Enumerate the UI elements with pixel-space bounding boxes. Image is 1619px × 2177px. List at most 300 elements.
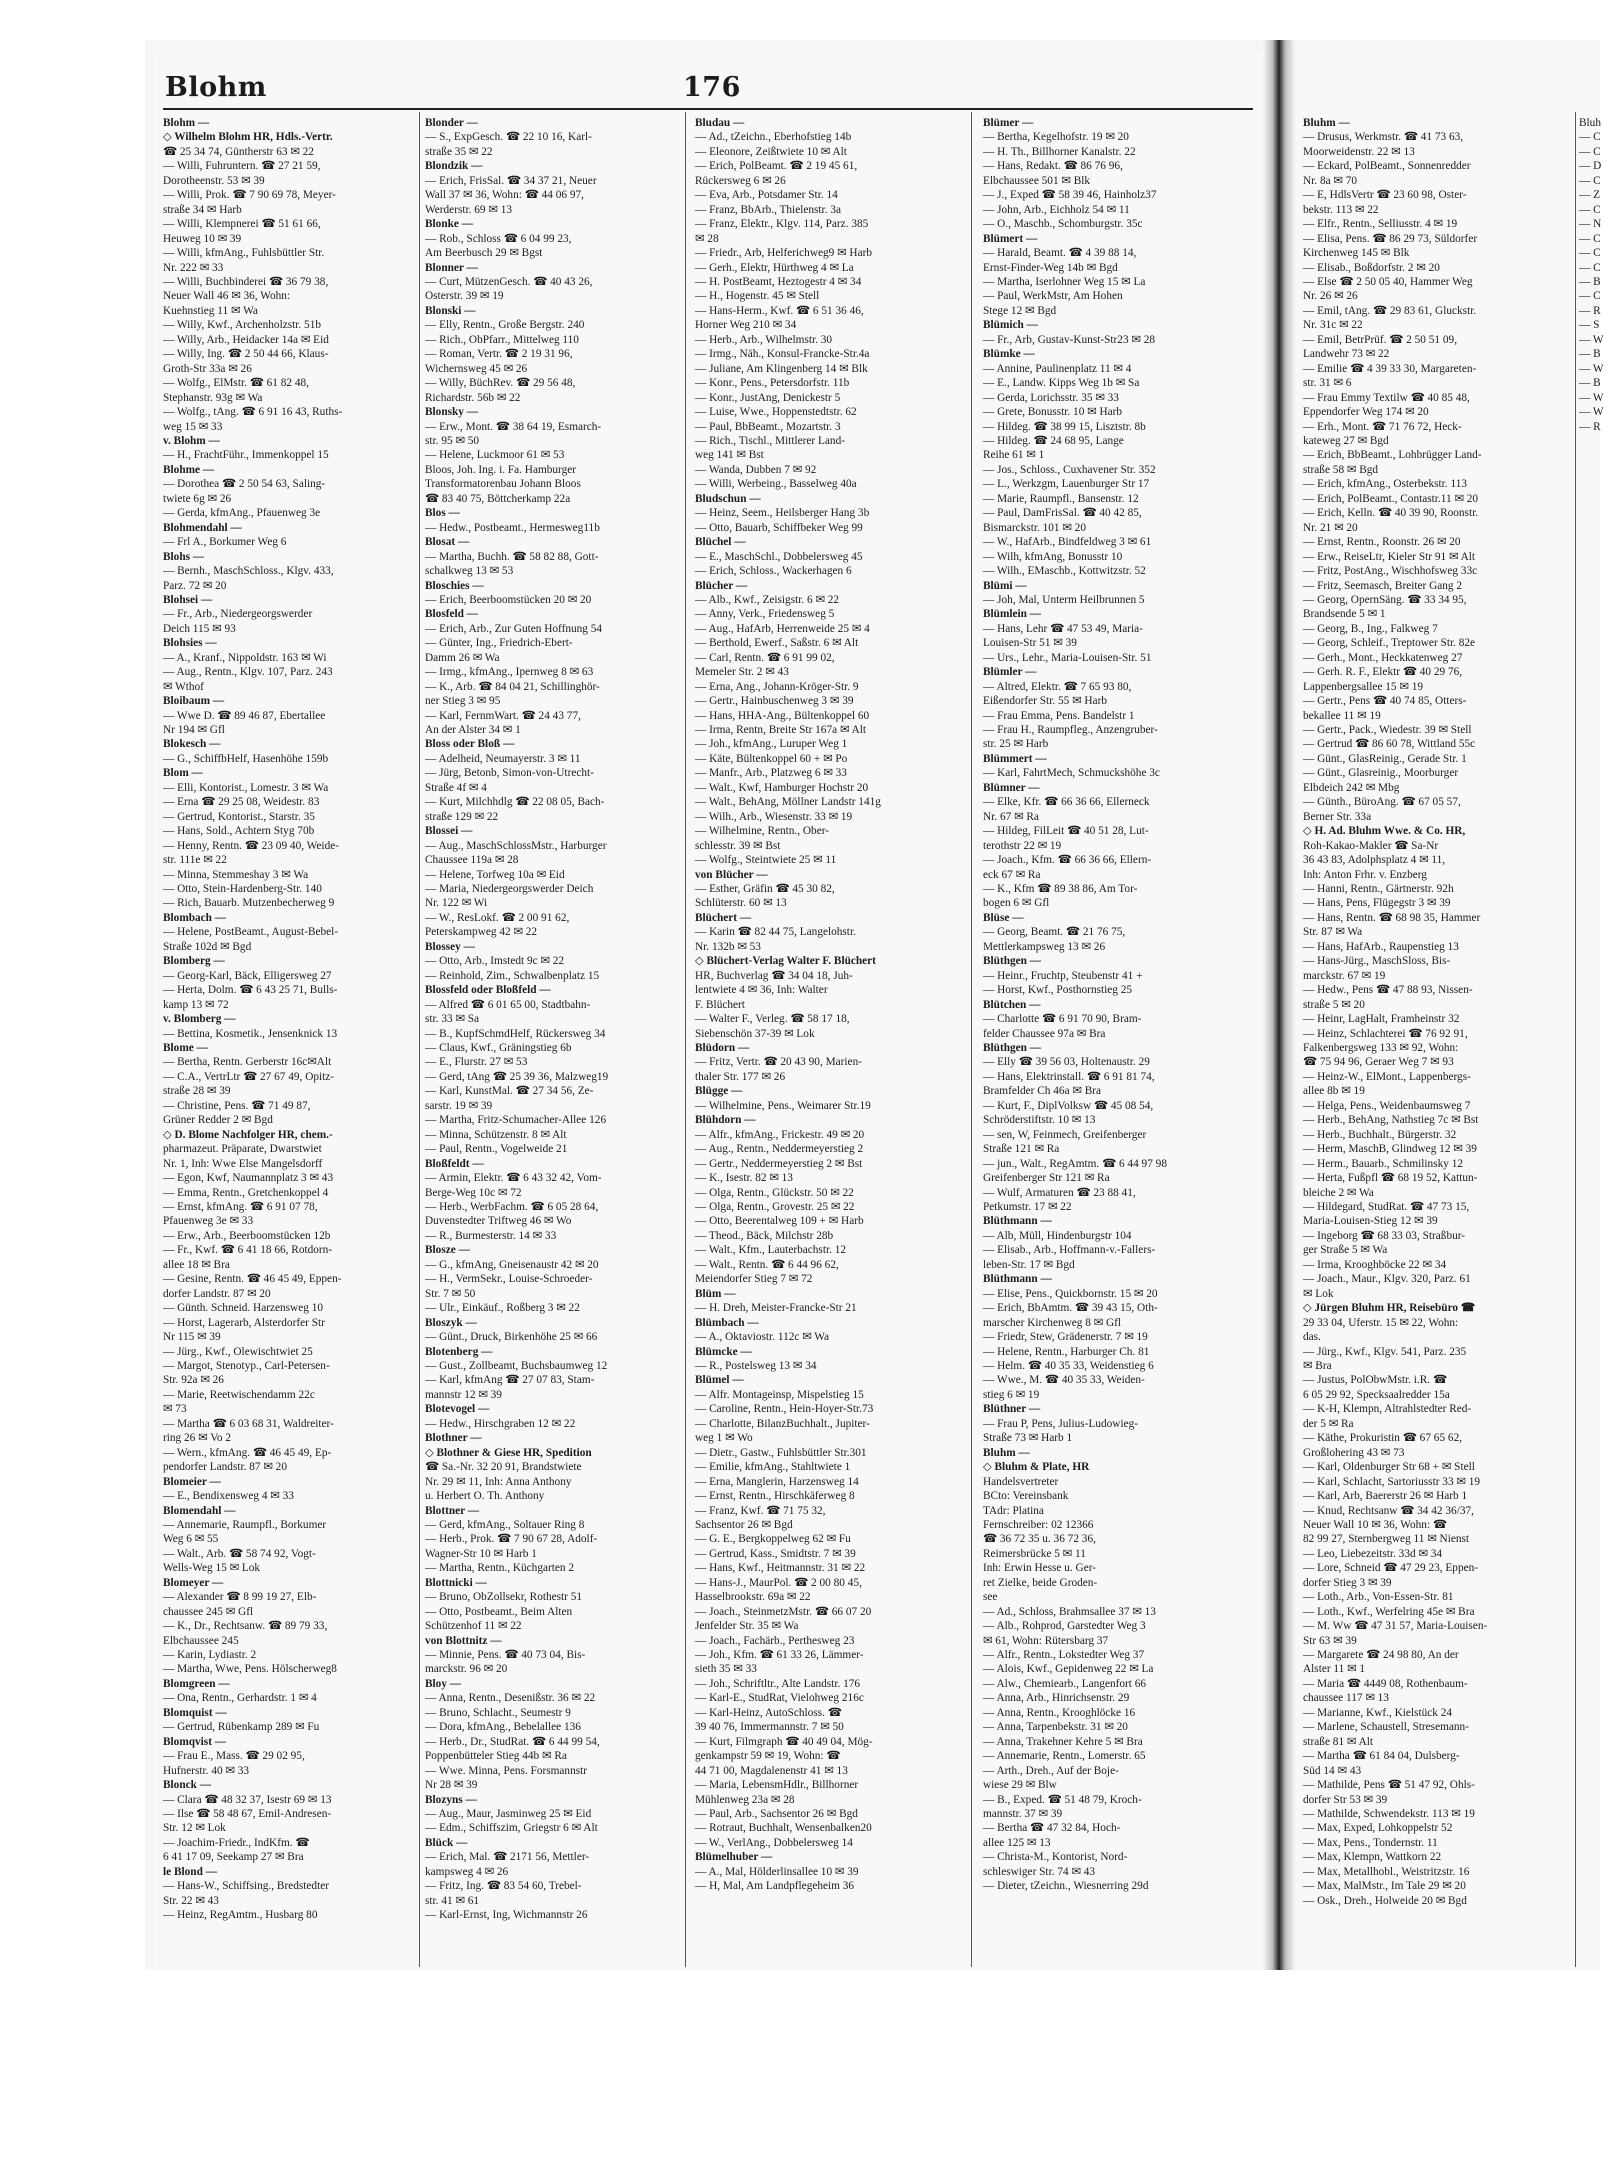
directory-entry-line: — Loth., Kwf., Werfelring 45e ✉ Bra xyxy=(1303,1605,1475,1618)
directory-entry-line: — H. Dreh, Meister-Francke-Str 21 xyxy=(695,1302,857,1315)
directory-entry-line: — Irmg., Näh., Konsul-Francke-Str.4a xyxy=(695,348,870,361)
directory-entry-line: Großlohering 43 ✉ 73 xyxy=(1303,1446,1405,1459)
directory-entry-line: — Irma, Krooghböcke 22 ✉ 34 xyxy=(1303,1258,1447,1271)
surname-heading: Blüthmann — xyxy=(983,1273,1052,1286)
directory-entry-line: — Minna, Schützenstr. 8 ✉ Alt xyxy=(425,1128,567,1141)
directory-entry-line: — Heinz, Schlachterei ☎ 76 92 91, xyxy=(1303,1027,1468,1040)
directory-entry-line: — H. PostBeamt, Heztogestr 4 ✉ 34 xyxy=(695,275,862,288)
directory-entry-line: Louisen-Str 51 ✉ 39 xyxy=(983,637,1077,650)
surname-heading: von Blücher — xyxy=(695,868,768,881)
directory-entry-line: — Erich, Kelln. ☎ 40 39 90, Roonstr. xyxy=(1303,507,1479,520)
directory-entry-line: — C xyxy=(1579,174,1601,187)
directory-entry-line: mannstr 12 ✉ 39 xyxy=(425,1388,502,1401)
directory-entry-line: str. 41 ✉ 61 xyxy=(425,1894,480,1907)
surname-heading: v. Blomberg — xyxy=(163,1013,236,1026)
directory-entry-line: straße 81 ✉ Alt xyxy=(1303,1735,1374,1748)
directory-entry-line: — Fr., Arb., Niedergeorgswerder xyxy=(163,608,313,621)
directory-entry-line: — Horst, Kwf., Posthornstieg 25 xyxy=(983,984,1133,997)
directory-entry-line: — Willy, Arb., Heidacker 14a ✉ Eid xyxy=(163,333,329,346)
directory-entry-line: Maria-Louisen-Stieg 12 ✉ 39 xyxy=(1303,1215,1438,1228)
directory-entry-line: ◇ Blüchert-Verlag Walter F. Blüchert xyxy=(695,955,876,968)
surname-heading: Blombach — xyxy=(163,911,227,924)
directory-entry-line: — Anna, Rentn., Krooghlöcke 16 xyxy=(983,1706,1136,1719)
directory-entry-line: ◇ Wilhelm Blohm HR, Hdls.-Vertr. xyxy=(163,131,333,144)
directory-entry-line: Meiendorfer Stieg 7 ✉ 72 xyxy=(695,1273,813,1286)
directory-entry-line: — Ernst, kfmAng. ☎ 6 91 07 78, xyxy=(163,1200,318,1213)
directory-entry-line: — Herm, MaschB, Glindweg 12 ✉ 39 xyxy=(1303,1143,1477,1156)
surname-heading: Blümert — xyxy=(983,232,1038,245)
surname-heading: Blüthgen — xyxy=(983,955,1042,968)
directory-entry-line: — Hans-Jürg., MaschSloss, Bis- xyxy=(1303,955,1451,968)
directory-entry-line: kateweg 27 ✉ Bgd xyxy=(1303,434,1389,447)
directory-entry-line: Pfauenweg 3e ✉ 33 xyxy=(163,1215,254,1228)
directory-entry-line: Fernschreiber: 02 12366 xyxy=(983,1518,1094,1531)
directory-entry-line: — Minnie, Pens. ☎ 40 73 04, Bis- xyxy=(425,1649,586,1662)
directory-entry-line: — Hildeg, FilLeit ☎ 40 51 28, Lut- xyxy=(983,825,1149,838)
directory-entry-line: — Wilhelmine, Rentn., Ober- xyxy=(695,825,830,838)
surname-heading: Bloschies — xyxy=(425,579,484,592)
directory-entry-line: — Margot, Stenotyp., Carl-Petersen- xyxy=(163,1359,330,1372)
page-number: 176 xyxy=(683,72,741,103)
directory-entry-line: Damm 26 ✉ Wa xyxy=(425,651,500,664)
directory-entry-line: 6 41 17 09, Seekamp 27 ✉ Bra xyxy=(163,1851,304,1864)
directory-entry-line: — E, HdlsVertr ☎ 23 60 98, Oster- xyxy=(1303,189,1467,202)
directory-entry-line: Berge-Weg 10c ✉ 72 xyxy=(425,1186,522,1199)
directory-entry-line: — Günt., Glasreinig., Moorburger xyxy=(1303,767,1459,780)
directory-entry-line: — Käte, Bültenkoppel 60 + ✉ Po xyxy=(695,752,848,765)
directory-entry-line: — Elke, Kfr. ☎ 66 36 66, Ellerneck xyxy=(983,796,1150,809)
directory-entry-line: — Hildegard, StudRat. ☎ 47 73 15, xyxy=(1303,1200,1470,1213)
directory-entry-line: — Ad., tZeichn., Eberhofstieg 14b xyxy=(695,131,852,144)
directory-entry-line: — Karl-Heinz, AutoSchloss. ☎ xyxy=(695,1706,842,1719)
directory-entry-line: Str 63 ✉ 39 xyxy=(1303,1634,1357,1647)
directory-entry-line: Str. 7 ✉ 50 xyxy=(425,1287,476,1300)
directory-entry-line: Am Beerbusch 29 ✉ Bgst xyxy=(425,247,543,260)
directory-entry-line: — Hildeg. ☎ 24 68 95, Lange xyxy=(983,434,1124,447)
surname-heading: Blonck — xyxy=(163,1779,212,1792)
directory-entry-line: ✉ 73 xyxy=(163,1403,187,1416)
directory-entry-line: — Gerd, tAng ☎ 25 39 36, Malzweg19 xyxy=(425,1070,609,1083)
directory-entry-line: genkampstr 59 ✉ 19, Wohn: ☎ xyxy=(695,1750,841,1763)
surname-heading: Blohmendahl — xyxy=(163,521,242,534)
directory-entry-line: — Joachim-Friedr., IndKfm. ☎ xyxy=(163,1836,310,1849)
directory-entry-line: — Emil, BetrPrüf. ☎ 2 50 51 09, xyxy=(1303,333,1458,346)
directory-entry-line: — Aug., MaschSchlossMstr., Harburger xyxy=(425,839,607,852)
directory-entry-line: — Hans, Pens, Flügegstr 3 ✉ 39 xyxy=(1303,897,1451,910)
directory-entry-line: — Emil, tAng. ☎ 29 83 61, Gluckstr. xyxy=(1303,304,1477,317)
directory-entry-line: — Gerh., Mont., Heckkatenweg 27 xyxy=(1303,651,1463,664)
directory-entry-line: Richardstr. 56b ✉ 22 xyxy=(425,391,521,404)
directory-entry-line: — Bertha ☎ 47 32 84, Hoch- xyxy=(983,1822,1121,1835)
directory-entry-line: — Erna, Ang., Johann-Kröger-Str. 9 xyxy=(695,680,859,693)
directory-entry-line: Falkenbergsweg 133 ✉ 92, Wohn: xyxy=(1303,1042,1459,1054)
facing-page-partial xyxy=(1295,50,1604,1970)
directory-entry-line: — Otto, Arb., Imstedt 9c ✉ 22 xyxy=(425,955,565,968)
directory-entry-line: — H., Hogenstr. 45 ✉ Stell xyxy=(695,290,820,303)
directory-entry-line: Kirchenweg 145 ✉ Blk xyxy=(1303,247,1410,260)
directory-entry-line: — N xyxy=(1579,218,1602,231)
surname-heading: Blümer — xyxy=(983,117,1034,129)
directory-entry-line: — Erich, Arb., Zur Guten Hoffnung 54 xyxy=(425,622,603,635)
directory-entry-line: Str. 87 ✉ Wa xyxy=(1303,926,1363,939)
directory-entry-line: ☎ Sa.-Nr. 32 20 91, Brandstwiete xyxy=(425,1461,582,1474)
directory-entry-line: ger Straße 5 ✉ Wa xyxy=(1303,1244,1388,1257)
directory-entry-line: Wall 37 ✉ 36, Wohn: ☎ 44 06 97, xyxy=(425,189,584,202)
directory-entry-line: — Caroline, Rentn., Hein-Hoyer-Str.73 xyxy=(695,1403,874,1416)
directory-entry-line: — Curt, MützenGesch. ☎ 40 43 26, xyxy=(425,275,593,288)
directory-entry-line: — Marianne, Kwf., Kielstück 24 xyxy=(1303,1706,1453,1719)
directory-entry-line: chaussee 117 ✉ 13 xyxy=(1303,1692,1389,1705)
directory-entry-line: Str. 92a ✉ 26 xyxy=(163,1374,224,1387)
surname-heading: Blottner — xyxy=(425,1504,480,1517)
directory-entry-line: — Ona, Rentn., Gerhardstr. 1 ✉ 4 xyxy=(163,1692,317,1705)
directory-entry-line: 36 43 83, Adolphsplatz 4 ✉ 11, xyxy=(1303,854,1446,867)
directory-entry-line: — Hedw., Hirschgraben 12 ✉ 22 xyxy=(425,1417,576,1430)
directory-entry-line: — Frl A., Borkumer Weg 6 xyxy=(163,536,287,549)
directory-entry-line: — Lore, Schneid ☎ 47 29 23, Eppen- xyxy=(1303,1562,1479,1575)
directory-entry-line: — W xyxy=(1579,333,1604,346)
directory-entry-line: — Willi, kfmAng., Fuhlsbüttler Str. xyxy=(163,247,325,260)
directory-entry-line: straße 58 ✉ Bgd xyxy=(1303,463,1379,476)
directory-entry-line: — Alfred ☎ 6 01 65 00, Stadtbahn- xyxy=(425,998,591,1011)
surname-heading: Blümich — xyxy=(983,319,1038,332)
surname-heading: Blomeyer — xyxy=(163,1576,224,1589)
directory-entry-line: — Otto, Stein-Hardenberg-Str. 140 xyxy=(163,883,322,896)
directory-entry-line: — Max, Metallhobl., Weistritzstr. 16 xyxy=(1303,1865,1470,1878)
directory-entry-line: — L., Werkzgm, Lauenburger Str 17 xyxy=(983,478,1150,491)
directory-entry-line: Siebenschön 37-39 ✉ Lok xyxy=(695,1027,815,1040)
directory-entry-line: — Karl-E., StudRat, Vielohweg 216c xyxy=(695,1692,864,1705)
directory-entry-line: weg 1 ✉ Wo xyxy=(695,1432,753,1445)
directory-entry-line: eck 67 ✉ Ra xyxy=(983,868,1041,881)
directory-entry-line: — Friedr, Stew, Grädenerstr. 7 ✉ 19 xyxy=(983,1331,1148,1344)
directory-entry-line: — C xyxy=(1579,145,1601,158)
directory-entry-line: — C xyxy=(1579,203,1601,216)
directory-entry-line: Str. 22 ✉ 43 xyxy=(163,1894,219,1907)
directory-entry-line: — Hedw., Pens ☎ 47 88 93, Nissen- xyxy=(1303,984,1473,997)
directory-entry-line: — Emilie, kfmAng., Stahltwiete 1 xyxy=(695,1461,851,1474)
directory-entry-line: — Juliane, Am Klingenberg 14 ✉ Blk xyxy=(695,362,868,375)
directory-entry-line: — Günter, Ing., Friedrich-Ebert- xyxy=(425,637,573,650)
directory-entry-line: — Clara ☎ 48 32 37, Isestr 69 ✉ 13 xyxy=(163,1793,332,1806)
directory-entry-line: — Arth., Dreh., Auf der Boje- xyxy=(983,1764,1119,1777)
directory-entry-line: — B., KupfSchmdHelf, Rückersweg 34 xyxy=(425,1027,606,1040)
directory-entry-line: Nr. 21 ✉ 20 xyxy=(1303,521,1358,534)
directory-entry-line: — Joh., kfmAng., Luruper Weg 1 xyxy=(695,738,848,751)
directory-entry-line: — Wulf, Armaturen ☎ 23 88 41, xyxy=(983,1186,1136,1199)
surname-heading: Blondzik — xyxy=(425,160,483,173)
directory-entry-line: — Joh, Mal, Unterm Heilbrunnen 5 xyxy=(983,593,1145,606)
surname-heading: Blüthgen — xyxy=(983,1042,1042,1054)
directory-entry-line: Schützenhof 11 ✉ 22 xyxy=(425,1620,522,1633)
directory-entry-line: — Eckard, PolBeamt., Sonnenredder xyxy=(1303,160,1471,173)
directory-entry-line: — Frau P, Pens, Julius-Ludowieg- xyxy=(983,1417,1139,1430)
surname-heading: von Blottnitz — xyxy=(425,1634,502,1647)
directory-entry-line: — Bernh., MaschSchloss., Klgv. 433, xyxy=(163,565,334,578)
directory-entry-line: — Manfr., Arb., Platzweg 6 ✉ 33 xyxy=(695,767,847,780)
directory-entry-line: weg 15 ✉ 33 xyxy=(163,420,223,433)
directory-entry-line: — Alfr., Rentn., Lokstedter Weg 37 xyxy=(983,1649,1145,1662)
directory-entry-line: sarstr. 19 ✉ 39 xyxy=(425,1099,493,1112)
directory-entry-line: — Kurt, F., DiplVolksw ☎ 45 08 54, xyxy=(983,1099,1154,1112)
directory-entry-line: — Friedr., Arb, Helferichweg9 ✉ Harb xyxy=(695,247,872,260)
directory-entry-line: — Willi, Fuhruntern. ☎ 27 21 59, xyxy=(163,160,321,173)
directory-entry-line: Grüner Redder 2 ✉ Bgd xyxy=(163,1114,273,1127)
surname-heading: Blücher — xyxy=(695,579,748,592)
directory-entry-line: — Wilhelmine, Pens., Weimarer Str.19 xyxy=(695,1099,871,1112)
directory-entry-line: pharmazeut. Präparate, Dwarstwiet xyxy=(163,1143,322,1156)
directory-entry-line: — Drusus, Werkmstr. ☎ 41 73 63, xyxy=(1303,131,1464,144)
directory-entry-line: — Karl, Schlacht, Sartoriusstr 33 ✉ 19 xyxy=(1303,1475,1481,1488)
surname-heading: Blozyns — xyxy=(425,1793,477,1806)
directory-entry-line: Brandsende 5 ✉ 1 xyxy=(1303,608,1386,621)
directory-entry-line: — Gertrud, Kontorist., Starstr. 35 xyxy=(163,810,315,823)
surname-heading: Blohsies — xyxy=(163,637,217,650)
directory-entry-line: Eißendorfer Str. 55 ✉ Harb xyxy=(983,695,1107,708)
directory-entry-line: chaussee 245 ✉ Gfl xyxy=(163,1605,254,1618)
directory-entry-line: — Elly ☎ 39 56 03, Holtenaustr. 29 xyxy=(983,1056,1150,1069)
directory-entry-line: Straße 4f ✉ 4 xyxy=(425,781,487,794)
surname-heading: Blom — xyxy=(163,767,203,780)
directory-entry-line: — K., Kfm ☎ 89 38 86, Am Tor- xyxy=(983,883,1138,896)
directory-entry-line: Nr 115 ✉ 39 xyxy=(163,1331,221,1344)
directory-entry-line: — jun., Walt., RegAmtm. ☎ 6 44 97 98 xyxy=(983,1157,1167,1170)
directory-entry-line: — Hans, HafArb., Raupenstieg 13 xyxy=(1303,940,1459,953)
directory-entry-line: — R., Postelsweg 13 ✉ 34 xyxy=(695,1359,817,1372)
surname-heading: Blomqvist — xyxy=(163,1735,227,1748)
directory-entry-line: — Herm., Bauarb., Schmilinsky 12 xyxy=(1303,1157,1464,1170)
surname-heading: Blokesch — xyxy=(163,738,221,751)
directory-entry-line: Elbchaussee 245 xyxy=(163,1634,239,1647)
directory-entry-line: — C xyxy=(1579,247,1601,260)
directory-entry-line: — Karin ☎ 82 44 75, Langelohstr. xyxy=(695,926,856,939)
directory-entry-line: — Joach., Kfm. ☎ 66 36 66, Ellern- xyxy=(983,854,1152,867)
directory-entry-line: Jenfelder Str. 35 ✉ Wa xyxy=(695,1620,799,1633)
book-gutter xyxy=(1263,40,1295,1970)
directory-entry-line: — H, Mal, Am Landpflegeheim 36 xyxy=(695,1880,855,1893)
directory-entry-line: — Konr., Pens., Petersdorfstr. 11b xyxy=(695,377,850,390)
directory-entry-line: allee 125 ✉ 13 xyxy=(983,1836,1051,1849)
directory-entry-line: — Joach., SteinmetzMstr. ☎ 66 07 20 xyxy=(695,1605,872,1618)
directory-entry-line: ring 26 ✉ Vo 2 xyxy=(163,1432,232,1445)
directory-entry-line: Mühlenweg 23a ✉ 28 xyxy=(695,1793,795,1806)
directory-entry-line: — Fritz, Vertr. ☎ 20 43 90, Marien- xyxy=(695,1056,862,1069)
surname-heading: Blütchen — xyxy=(983,998,1041,1011)
directory-entry-line: — Karl, FahrtMech, Schmuckshöhe 3c xyxy=(983,767,1160,780)
directory-entry-line: — Erich, PolBeamt. ☎ 2 19 45 61, xyxy=(695,160,858,173)
directory-entry-line: — Paul, DamFrisSal. ☎ 40 42 85, xyxy=(983,507,1142,520)
directory-entry-line: Duvenstedter Triftweg 46 ✉ Wo xyxy=(425,1215,572,1228)
directory-entry-line: — Joh., Schriftltr., Alte Landstr. 176 xyxy=(695,1677,861,1690)
directory-entry-line: — W xyxy=(1579,406,1604,419)
directory-entry-line: — Bertha, Kegelhofstr. 19 ✉ 20 xyxy=(983,131,1129,144)
directory-entry-line: — Karl, KunstMal. ☎ 27 34 56, Ze- xyxy=(425,1085,594,1098)
directory-entry-line: twiete 6g ✉ 26 xyxy=(163,492,232,505)
directory-entry-line: — Christa-M., Kontorist, Nord- xyxy=(983,1851,1128,1864)
directory-entry-line: — Maria, Niedergeorgswerder Deich xyxy=(425,883,594,896)
directory-entry-line: Straße 102d ✉ Bgd xyxy=(163,940,252,953)
surname-heading: Blottnicki — xyxy=(425,1576,487,1589)
surname-heading: Blüthmann — xyxy=(983,1215,1052,1228)
directory-entry-line: — Günth. Schneid. Harzensweg 10 xyxy=(163,1302,324,1315)
directory-entry-line: 82 99 27, Sternbergweg 11 ✉ Nienst xyxy=(1303,1533,1470,1546)
surname-heading: Blotevogel — xyxy=(425,1403,490,1416)
directory-entry-line: — A., Kranf., Nippoldstr. 163 ✉ Wi xyxy=(163,651,327,664)
surname-heading: Blück — xyxy=(425,1836,468,1849)
directory-entry-line: — Willy, BüchRev. ☎ 29 56 48, xyxy=(425,377,576,390)
directory-entry-line: — John, Arb., Eichholz 54 ✉ 11 xyxy=(983,203,1130,216)
directory-entry-line: — Martha, Wwe, Pens. Hölscherweg8 xyxy=(163,1663,337,1676)
directory-entry-line: Bluh xyxy=(1579,117,1601,129)
directory-entry-line: — Erich, FrisSal. ☎ 34 37 21, Neuer xyxy=(425,174,597,187)
directory-entry-line: — Martha, Iserlohner Weg 15 ✉ La xyxy=(983,275,1146,288)
directory-entry-line: — B xyxy=(1579,348,1601,361)
directory-entry-line: Parz. 72 ✉ 20 xyxy=(163,579,227,592)
directory-entry-line: — W., HafArb., Bindfeldweg 3 ✉ 61 xyxy=(983,536,1152,549)
column-2 xyxy=(425,116,677,1923)
surname-heading: Blümbach — xyxy=(695,1316,759,1329)
directory-entry-line: — Wwe. Minna, Pens. Forsmannstr xyxy=(425,1764,588,1777)
directory-entry-line: — Hans-Herm., Kwf. ☎ 6 51 36 46, xyxy=(695,304,864,317)
directory-entry-line: bogen 6 ✉ Gfl xyxy=(983,897,1050,910)
surname-heading: Blomeier — xyxy=(163,1475,221,1488)
directory-entry-line: — Minna, Stemmeshay 3 ✉ Wa xyxy=(163,868,309,881)
column-divider xyxy=(685,112,686,1967)
surname-heading: Bluhm — xyxy=(1303,117,1350,129)
directory-entry-line: — Wilh., EMaschb., Kottwitzstr. 52 xyxy=(983,565,1146,578)
surname-heading: v. Blohm — xyxy=(163,434,220,447)
directory-entry-line: — Elise, Pens., Quickbornstr. 15 ✉ 20 xyxy=(983,1287,1158,1300)
directory-entry-line: — Günt., Druck, Birkenhöhe 25 ✉ 66 xyxy=(425,1331,598,1344)
directory-entry-line: — Gerda, kfmAng., Pfauenweg 3e xyxy=(163,507,321,520)
directory-entry-line: — S., ExpGesch. ☎ 22 10 16, Karl- xyxy=(425,131,592,144)
directory-entry-line: ner Stieg 3 ✉ 95 xyxy=(425,695,501,708)
directory-entry-line: — Jürg., Kwf., Olewischtwiet 25 xyxy=(163,1345,313,1358)
directory-entry-line: ☎ 36 72 35 u. 36 72 36, xyxy=(983,1533,1096,1546)
directory-entry-line: — Hanni, Rentn., Gärtnerstr. 92h xyxy=(1303,883,1454,896)
directory-entry-line: — Max, Exped, Lohkoppelstr 52 xyxy=(1303,1822,1453,1835)
directory-entry-line: Greifenberger Str 121 ✉ Ra xyxy=(983,1172,1110,1185)
directory-entry-line: — Hans, Sold., Achtern Styg 70b xyxy=(163,825,315,838)
directory-entry-line: — Martha, Buchh. ☎ 58 82 88, Gott- xyxy=(425,550,599,563)
directory-entry-line: Sachsentor 26 ✉ Bgd xyxy=(695,1518,793,1531)
directory-entry-line: Nr. 222 ✉ 33 xyxy=(163,261,224,274)
directory-entry-line: — Günt., GlasReinig., Gerade Str. 1 xyxy=(1303,752,1467,765)
directory-entry-line: — Karl, Arb, Baererstr 26 ✉ Harb 1 xyxy=(1303,1490,1468,1503)
directory-entry-line: ◇ Bluhm & Plate, HR xyxy=(983,1461,1090,1474)
directory-entry-line: — C xyxy=(1579,261,1601,274)
directory-entry-line: see xyxy=(983,1591,998,1604)
surname-heading: Blossey — xyxy=(425,940,475,953)
directory-entry-line: kampsweg 4 ✉ 26 xyxy=(425,1865,509,1878)
directory-entry-line: — Gesine, Rentn. ☎ 46 45 49, Eppen- xyxy=(163,1273,342,1286)
directory-entry-line: — E., Bendixensweg 4 ✉ 33 xyxy=(163,1490,294,1503)
directory-entry-line: — Max, Pens., Tondernstr. 11 xyxy=(1303,1836,1438,1849)
surname-heading: Blomquist — xyxy=(163,1706,227,1719)
directory-entry-line: — Reinhold, Zim., Schwalbenplatz 15 xyxy=(425,969,600,982)
directory-entry-line: — Erich, kfmAng., Osterbekstr. 113 xyxy=(1303,478,1467,491)
directory-entry-line: — Elfr., Rentn., Selliusstr. 4 ✉ 19 xyxy=(1303,218,1458,231)
directory-entry-line: — Margarete ☎ 24 98 80, An der xyxy=(1303,1649,1459,1662)
directory-entry-line: felder Chaussee 97a ✉ Bra xyxy=(983,1027,1106,1040)
surname-heading: Bludau — xyxy=(695,117,745,129)
directory-entry-line: — R xyxy=(1579,420,1601,433)
directory-entry-line: — Horst, Lagerarb, Alsterdorfer Str xyxy=(163,1316,325,1329)
directory-entry-line: — K., Arb. ☎ 84 04 21, Schillinghör- xyxy=(425,680,600,693)
directory-entry-line: — Helene, Rentn., Harburger Ch. 81 xyxy=(983,1345,1150,1358)
surname-heading: Blüm — xyxy=(695,1287,736,1300)
directory-entry-line: straße 129 ✉ 22 xyxy=(425,810,499,823)
surname-heading: Blühdorn — xyxy=(695,1114,756,1127)
directory-entry-line: — Karl, kfmAng ☎ 27 07 83, Stam- xyxy=(425,1374,595,1387)
directory-entry-line: dorfer Stieg 3 ✉ 39 xyxy=(1303,1576,1392,1589)
directory-entry-line: ✉ Wthof xyxy=(163,680,204,693)
directory-entry-line: — Loth., Arb., Von-Essen-Str. 81 xyxy=(1303,1591,1454,1604)
directory-entry-line: — H., FrachtFühr., Immenkoppel 15 xyxy=(163,449,329,462)
directory-entry-line: — Fritz, PostAng., Wischhofsweg 33c xyxy=(1303,565,1478,578)
directory-entry-line: — Ingeborg ☎ 68 33 03, Straßbur- xyxy=(1303,1229,1466,1242)
directory-entry-line: — Paul, Arb., Sachsentor 26 ✉ Bgd xyxy=(695,1808,858,1821)
directory-entry-line: HR, Buchverlag ☎ 34 04 18, Juh- xyxy=(695,969,853,982)
directory-entry-line: — W., VerlAng., Dobbelersweg 14 xyxy=(695,1836,853,1849)
directory-entry-line: — Knud, Rechtsanw ☎ 34 42 36/37, xyxy=(1303,1504,1474,1517)
directory-entry-line: — Frau Emmy Textilw ☎ 40 85 48, xyxy=(1303,391,1470,404)
directory-entry-line: — Wilh., Arb., Wiesenstr. 33 ✉ 19 xyxy=(695,810,853,823)
surname-heading: Blonke — xyxy=(425,218,474,231)
directory-entry-line: — Willi, Werbeing., Basselweg 40a xyxy=(695,478,857,491)
surname-heading: Blossei — xyxy=(425,825,473,838)
surname-heading: Blohsei — xyxy=(163,593,213,606)
directory-entry-line: ◇ Blothner & Giese HR, Spedition xyxy=(425,1446,592,1459)
surname-heading: Bludschun — xyxy=(695,492,761,505)
directory-entry-line: — Willy, Kwf., Archenholzstr. 51b xyxy=(163,319,321,332)
directory-entry-line: Kuehnstieg 11 ✉ Wa xyxy=(163,304,258,317)
directory-entry-line: Schröderstiftstr. 10 ✉ 13 xyxy=(983,1114,1096,1127)
directory-entry-line: — Ilse ☎ 58 48 67, Emil-Andresen- xyxy=(163,1808,332,1821)
directory-entry-line: — Elli, Kontorist., Lomestr. 3 ✉ Wa xyxy=(163,781,329,794)
directory-entry-line: — Erich, Schloss., Wackerhagen 6 xyxy=(695,565,852,578)
directory-entry-line: — Emma, Rentn., Gretchenkoppel 4 xyxy=(163,1186,329,1199)
directory-entry-line: — Hans, HHA-Ang., Bültenkoppel 60 xyxy=(695,709,870,722)
directory-entry-line: str. 31 ✉ 6 xyxy=(1303,377,1352,390)
directory-entry-line: ◇ H. Ad. Bluhm Wwe. & Co. HR, xyxy=(1303,825,1466,838)
directory-entry-line: — B xyxy=(1579,377,1601,390)
directory-entry-line: — Franz, BbArb., Thielenstr. 3a xyxy=(695,203,841,216)
directory-entry-line: — Alb., Rohprod, Garstedter Weg 3 xyxy=(983,1620,1146,1633)
directory-entry-line: — Dora, kfmAng., Bebelallee 136 xyxy=(425,1721,581,1734)
directory-entry-line: — Marlene, Schaustell, Stresemann- xyxy=(1303,1721,1469,1734)
directory-entry-line: Stege 12 ✉ Bgd xyxy=(983,304,1057,317)
directory-entry-line: — Rob., Schloss ☎ 6 04 99 23, xyxy=(425,232,572,245)
directory-entry-line: ◇ D. Blome Nachfolger HR, chem.- xyxy=(163,1128,333,1141)
directory-entry-line: — C.A., VertrLtr ☎ 27 67 49, Opitz- xyxy=(163,1070,335,1083)
directory-entry-line: 6 05 29 92, Specksaalredder 15a xyxy=(1303,1388,1450,1401)
directory-entry-line: — Frau H., Raumpfleg., Anzengruber- xyxy=(983,724,1158,737)
directory-entry-line: — G., SchiffbHelf, Hasenhöhe 159b xyxy=(163,752,329,765)
directory-entry-line: — Willi, Klempnerei ☎ 51 61 66, xyxy=(163,218,321,231)
directory-entry-line: ✉ Lok xyxy=(1303,1287,1334,1300)
directory-entry-line: — R., Burmesterstr. 14 ✉ 33 xyxy=(425,1229,557,1242)
surname-heading: Blos — xyxy=(425,507,460,520)
directory-entry-line: — Jürg., Kwf., Klgv. 541, Parz. 235 xyxy=(1303,1345,1467,1358)
directory-entry-line: — Heinr., Fruchtp, Steubenstr 41 + xyxy=(983,969,1143,982)
directory-entry-line: bleiche 2 ✉ Wa xyxy=(1303,1186,1374,1199)
directory-entry-line: der 5 ✉ Ra xyxy=(1303,1417,1354,1430)
directory-entry-line: — Wanda, Dubben 7 ✉ 92 xyxy=(695,463,817,476)
directory-entry-line: — Aug., HafArb, Herrenweide 25 ✉ 4 xyxy=(695,622,870,635)
surname-heading: Blossfeld oder Bloßfeld — xyxy=(425,984,551,997)
directory-entry-line: — Walter F., Verleg. ☎ 58 17 18, xyxy=(695,1013,850,1026)
